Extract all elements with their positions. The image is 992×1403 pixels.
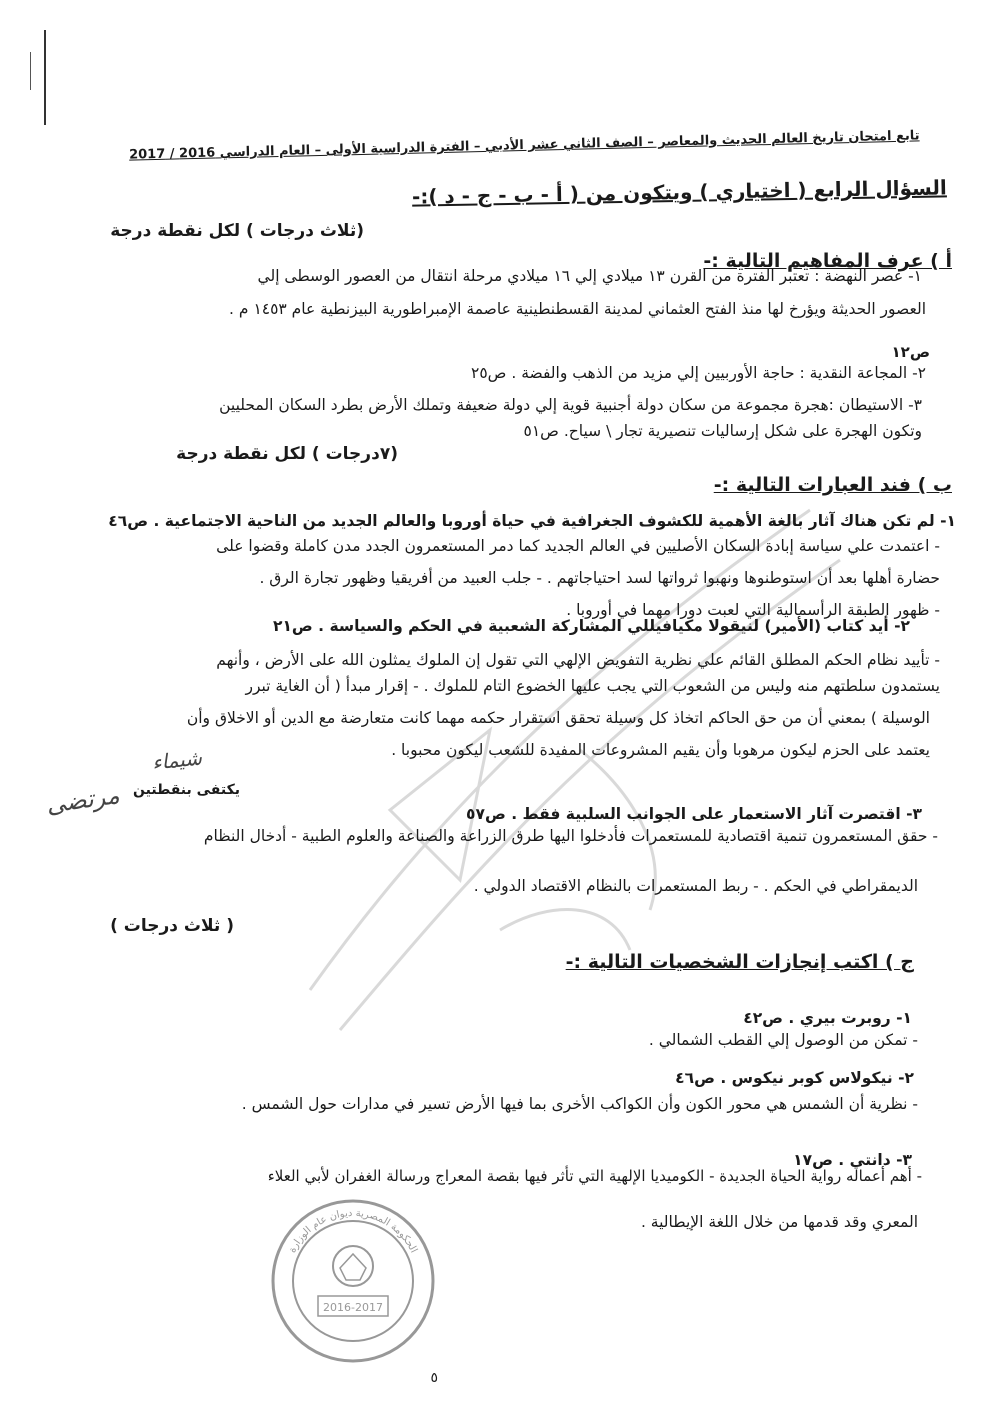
part-a-line: وتكون الهجرة على شكل إرساليات تنصيرية تجار \ سياح. ص٥١: [523, 422, 922, 440]
statement-answer: حضارة أهلها بعد أن استوطنوها ونهبوا ثرواتها لسد احتياجاتهم . - جلب العبيد من أفريقيا وظهور تجارة الرق .: [259, 569, 940, 587]
statement-answer: - اعتمدت علي سياسة إبادة السكان الأصليين في العالم الجديد كما دمر المستعمرون الجدد مدن كاملة وقضوا على: [216, 537, 940, 555]
part-c-title: ج ) اكتب إنجازات الشخصيات التالية :-: [565, 951, 914, 973]
part-c-marks: ( ثلاث درجات ): [110, 916, 234, 936]
statement-answer: - حقق المستعمرون تنمية اقتصادية للمستعمرات فأدخلوا اليها طرق الزراعة والصناعة والعلوم الطبية - أدخال النظام: [203, 827, 938, 845]
page-ref: ص١٢: [891, 343, 930, 361]
marking-note: يكتفى بنقطتين: [133, 782, 240, 798]
part-a-line: العصور الحديثة ويؤرخ لها منذ الفتح العثماني لمدينة القسطنطينية عاصمة الإمبراطورية البيزنطية عام ١٤٥٣ م .: [229, 300, 926, 318]
part-a-line: ٣- الاستيطان :هجرة مجموعة من سكان دولة أجنبية قوية إلي دولة ضعيفة وتملك الأرض بطرد السكان المحليين: [219, 396, 922, 414]
statement-answer: - تأييد نظام الحكم المطلق القائم علي نظرية التفويض الإلهي التي تقول إن الملوك يمثلون الله على الأرض ، وأنهم: [216, 651, 940, 669]
person-name: ٣- دانتي . ص١٧: [793, 1151, 912, 1169]
statement-answer: يستمدون سلطتهم منه وليس من الشعوب التي يجب عليها الخضوع التام للملوك . - إقرار مبدأ ( أن الغاية تبرر: [245, 677, 940, 695]
official-stamp: [268, 1196, 438, 1366]
statement-answer: - ظهور الطبقة الرأسمالية التي لعبت دورا مهما في أوروبا .: [566, 601, 940, 619]
svg-text:2016-2017: 2016-2017: [323, 1301, 383, 1314]
part-a-title: أ ) عرف المفاهيم التالية :-: [703, 250, 952, 272]
page-number: ٥: [430, 1370, 438, 1386]
part-b-title: ب ) فند العبارات التالية :-: [713, 474, 952, 496]
statement: ٣- اقتصرت آثار الاستعمار على الجوانب السلبية فقط . ص٥٧: [466, 805, 922, 823]
person-achievement: - أهم أعماله رواية الحياة الجديدة - الكوميديا الإلهية التي تأثر فيها بقصة المعراج ورسالة الغفران لأبي العلاء: [267, 1167, 922, 1185]
part-b-marks: (٧درجات ) لكل نقطة درجة: [176, 444, 398, 464]
statement-answer: يعتمد على الحزم ليكون مرهوبا وأن يقيم المشروعات المفيدة للشعب ليكون محبوبا .: [391, 741, 930, 759]
statement-answer: الديمقراطي في الحكم . - ربط المستعمرات بالنظام الاقتصاد الدولي .: [473, 877, 918, 895]
scan-edge-line: [44, 30, 46, 125]
part-a-marks: (ثلاث درجات ) لكل نقطة درجة: [110, 221, 364, 241]
statement: ١- لم تكن هناك آثار بالغة الأهمية للكشوف الجغرافية في حياة أوروبا والعالم الجديد من الناحية الاجتماعية . ص٤٦: [108, 512, 956, 530]
handwritten-signature: شيماء: [151, 745, 204, 775]
person-achievement: - نظرية أن الشمس هي محور الكون وأن الكواكب الأخرى بما فيها الأرض تسير في مدارات حول الشمس .: [241, 1095, 918, 1113]
person-name: ١- روبرت بيري . ص٤٢: [743, 1009, 912, 1027]
statement: ٢- أيد كتاب (الأمير) لنيقولا مكيافيللي المشاركة الشعبية في الحكم والسياسة . ص٢١: [273, 617, 910, 635]
part-a-line: ١- عصر النهضة : تعتبر الفترة من القرن ١٣ ميلادي إلي ١٦ ميلادي مرحلة انتقال من العصور الوسطى إلي: [257, 267, 922, 285]
svg-text:الحكومة المصرية ديوان عام الوز: الحكومة المصرية ديوان عام الوزارة: [286, 1207, 420, 1255]
person-achievement: - تمكن من الوصول إلي القطب الشمالي .: [648, 1031, 918, 1049]
person-name: ٢- نيكولاس كوبر نيكوس . ص٤٦: [675, 1069, 914, 1087]
part-a-line: ٢- المجاعة النقدية : حاجة الأوربيين إلي مزيد من الذهب والفضة . ص٢٥: [471, 364, 926, 382]
handwritten-signature: مرتضى: [44, 781, 122, 819]
exam-header: تابع امتحان تاريخ العالم الحديث والمعاصر – الصف الثاني عشر الأدبي – الفترة الدراسية الأولى – العام الدراسي 2016 / 2017: [129, 128, 921, 163]
question-title: السؤال الرابع ( اختياري ) ويتكون من ( أ - ب - ج - د ):-: [412, 175, 948, 209]
scan-edge-line: [30, 52, 31, 90]
person-achievement: المعري وقد قدمها من خلال اللغة الإيطالية .: [640, 1213, 918, 1231]
statement-answer: الوسيلة ) بمعني أن من حق الحاكم اتخاذ كل وسيلة تحقق استقرار حكمه مهما كانت متعارضة مع الدين أو الاخلاق وأن: [186, 709, 930, 727]
